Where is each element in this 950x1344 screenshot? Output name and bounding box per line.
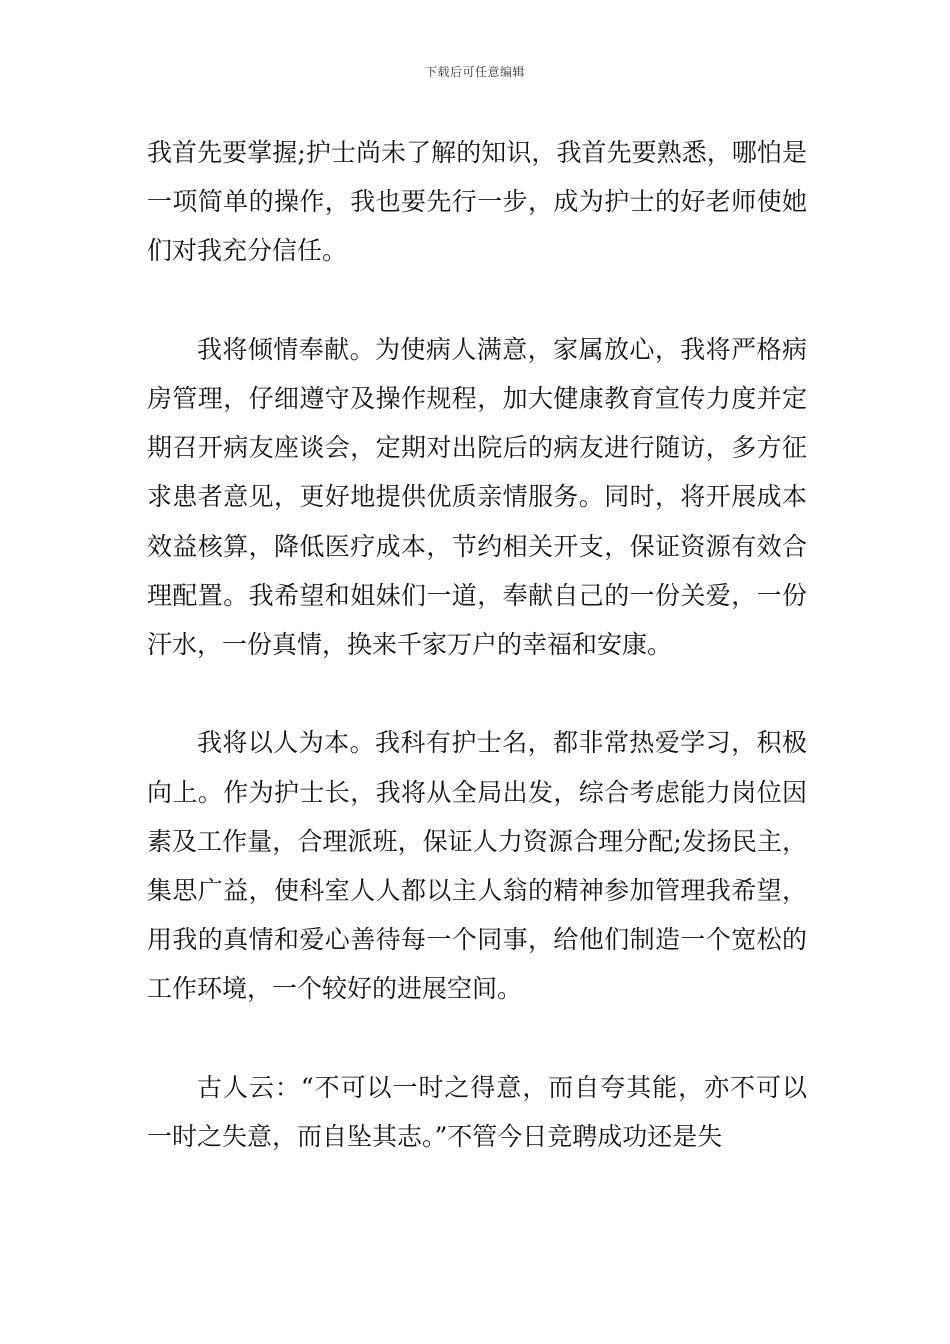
paragraph-3: 我将以人为本。我科有护士名，都非常热爱学习，积极向上。作为护士长，我将从全局出发，综合考虑能力岗位因素及工作量，合理派班，保证人力资源合理分配;发扬民主，集思广益，使科室人人都以主人翁的精神参加管理我希望，用我的真情和爱心善待每一个同事，给他们制造一个宽松的工作环境，一个较好的进展空间。 [147,728,807,1004]
paragraph-2: 我将倾情奉献。为使病人满意，家属放心，我将严格病房管理，仔细遵守及操作规程，加大健康教育宣传力度并定期召开病友座谈会，定期对出院后的病友进行随访，多方征求患者意见，更好地提供优质亲情服务。同时，将开展成本效益核算，降低医疗成本，节约相关开支，保证资源有效合理配置。我希望和姐妹们一道，奉献自己的一份关爱，一份汗水，一份真情，换来千家万户的幸福和安康。 [147,334,807,660]
page-header: 下载后可任意编辑 [424,65,525,79]
paragraph-4: 古人云：“不可以一时之得意，而自夸其能，亦不可以一时之失意，而自坠其志。”不管今日竞聘成功还是失 [147,1072,807,1152]
paragraph-gap [147,669,807,718]
paragraph-1: 我首先要掌握;护士尚未了解的知识，我首先要熟悉，哪怕是一项简单的操作，我也要先行一步，成为护士的好老师使她们对我充分信任。 [147,138,807,266]
document-body [147,128,807,1161]
paragraph-gap [147,1014,807,1063]
paragraph-gap [147,276,807,325]
